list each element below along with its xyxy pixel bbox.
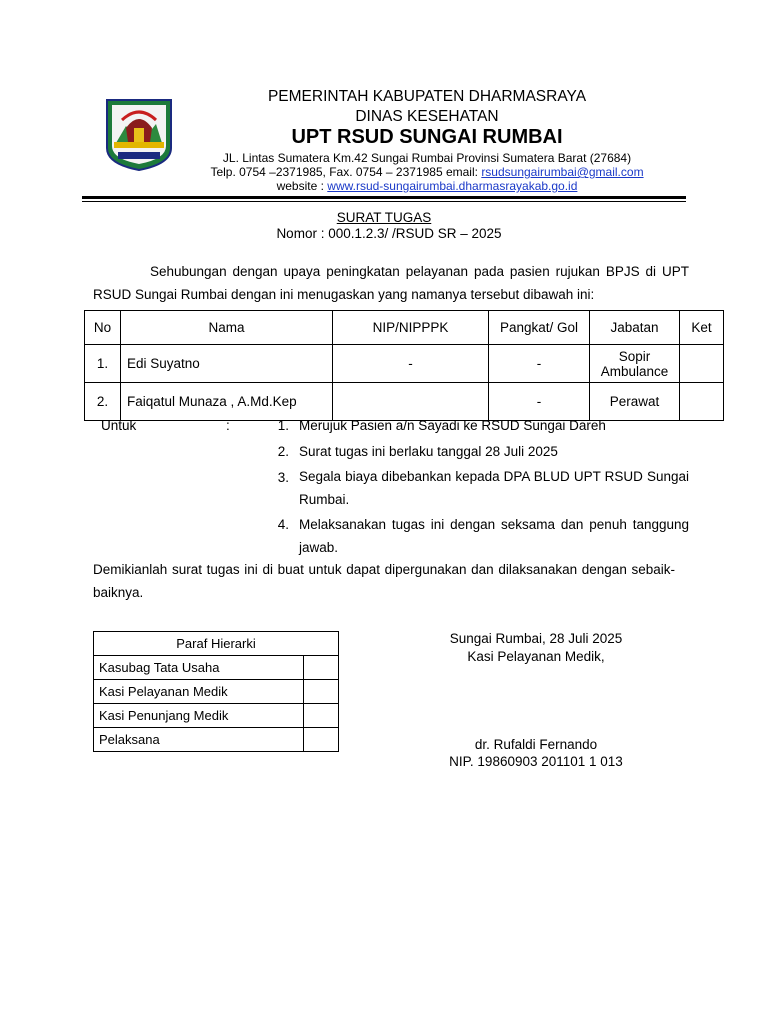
item-number: 4. <box>277 517 289 532</box>
paraf-row <box>94 656 339 680</box>
intro-paragraph: Sehubungan dengan upaya peningkatan pelayanan pada pasien rujukan BPJS di UPT RSUD Sungai Rumbai dengan ini menugaskan yang namanya tersebut dibawah ini: <box>93 264 689 302</box>
untuk-item: Melaksanakan tugas ini dengan seksama dan penuh tanggung jawab. <box>299 517 689 555</box>
untuk-label: Untuk <box>101 418 137 433</box>
paraf-signature-box <box>304 704 339 728</box>
table-row <box>85 383 724 421</box>
paraf-label: Kasi Penunjang Medik <box>94 704 304 728</box>
col-header: NIP/NIPPPK <box>333 311 489 345</box>
letter-number: Nomor : 000.1.2.3/ /RSUD SR – 2025 <box>276 226 502 241</box>
signature-place-date: Sungai Rumbai, 28 Juli 2025 <box>449 631 623 646</box>
header-agency: DINAS KESEHATAN <box>355 108 499 125</box>
signature-name: dr. Rufaldi Fernando <box>474 737 598 752</box>
signature-nip: NIP. 19860903 201101 1 013 <box>449 754 623 769</box>
item-number: 2. <box>277 444 289 459</box>
table-cell <box>333 383 489 421</box>
col-header: Pangkat/ Gol <box>489 311 590 345</box>
paraf-label: Kasubag Tata Usaha <box>94 656 304 680</box>
table-cell <box>680 383 724 421</box>
letter-title: SURAT TUGAS <box>336 210 432 225</box>
table-header-row <box>85 311 724 345</box>
table-cell: 2. <box>85 383 121 421</box>
email-link[interactable]: rsudsungairumbai@gmail.com <box>481 165 644 179</box>
table-cell: Faiqatul Munaza , A.Md.Kep <box>121 383 333 421</box>
header-website <box>150 179 704 193</box>
table-cell: - <box>489 383 590 421</box>
website-label: website : <box>276 179 328 193</box>
staff-table <box>84 310 724 421</box>
paraf-title: Paraf Hierarki <box>94 632 339 656</box>
website-link[interactable]: www.rsud-sungairumbai.dharmasrayakab.go.id <box>327 179 578 193</box>
paraf-signature-box <box>304 656 339 680</box>
paraf-signature-box <box>304 680 339 704</box>
paraf-label: Kasi Pelayanan Medik <box>94 680 304 704</box>
untuk-item: Segala biaya dibebankan kepada DPA BLUD UPT RSUD Sungai Rumbai. <box>299 469 689 507</box>
contact-text: Telp. 0754 –2371985, Fax. 0754 – 2371985 email: <box>210 165 482 179</box>
header-contact <box>150 165 704 179</box>
header-address: JL. Lintas Sumatera Km.42 Sungai Rumbai Provinsi Sumatera Barat (27684) <box>222 151 632 165</box>
header-rule-thick <box>82 196 686 199</box>
item-number: 1. <box>277 418 289 433</box>
col-header: Ket <box>680 311 724 345</box>
table-cell <box>680 345 724 383</box>
col-header: Jabatan <box>590 311 680 345</box>
paraf-label: Pelaksana <box>94 728 304 752</box>
paraf-row <box>94 680 339 704</box>
paraf-row <box>94 728 339 752</box>
table-cell: - <box>333 345 489 383</box>
closing-paragraph: Demikianlah surat tugas ini di buat untuk dapat dipergunakan dan dilaksanakan dengan sebaik-baiknya. <box>93 562 675 600</box>
table-cell: Perawat <box>590 383 680 421</box>
untuk-colon: : <box>226 418 230 433</box>
table-row <box>85 345 724 383</box>
header-government: PEMERINTAH KABUPATEN DHARMASRAYA <box>267 88 587 105</box>
header-institution: UPT RSUD SUNGAI RUMBAI <box>291 126 563 148</box>
paraf-signature-box <box>304 728 339 752</box>
signature-position: Kasi Pelayanan Medik, <box>467 649 605 664</box>
table-cell: - <box>489 345 590 383</box>
paraf-table <box>93 631 339 752</box>
table-cell: Sopir Ambulance <box>590 345 680 383</box>
table-cell: Edi Suyatno <box>121 345 333 383</box>
col-header: No <box>85 311 121 345</box>
paraf-row <box>94 704 339 728</box>
item-number: 3. <box>277 470 289 485</box>
untuk-item: Merujuk Pasien a/n Sayadi ke RSUD Sungai Dareh <box>299 418 606 433</box>
table-cell: 1. <box>85 345 121 383</box>
paraf-title-row <box>94 632 339 656</box>
col-header: Nama <box>121 311 333 345</box>
header-rule-thin <box>82 201 686 202</box>
untuk-item: Surat tugas ini berlaku tanggal 28 Juli 2025 <box>299 444 558 459</box>
